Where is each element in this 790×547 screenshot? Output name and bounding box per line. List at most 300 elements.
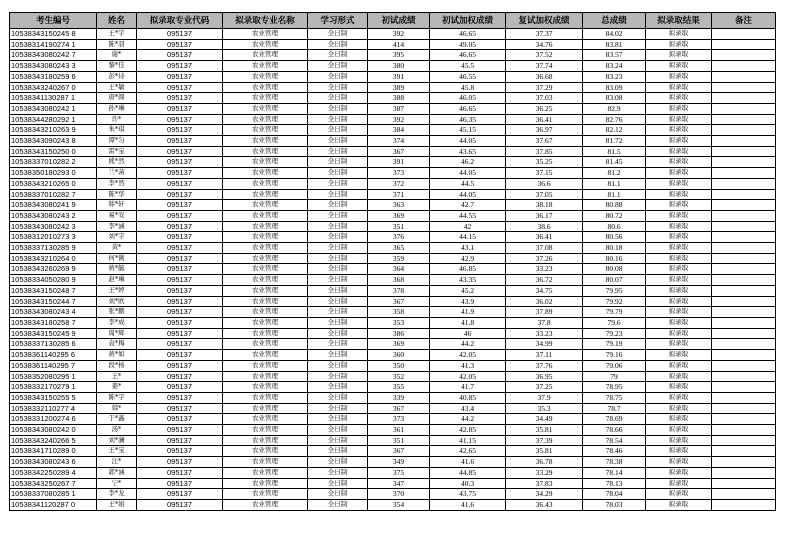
- prelim-score-cell: 373: [368, 168, 430, 179]
- remarks-cell: [712, 50, 776, 61]
- name-cell: 黄*: [97, 243, 137, 254]
- exam-id-cell: 10538343080243 3: [10, 61, 97, 72]
- exam-id-cell: 10538341130287 1: [10, 93, 97, 104]
- retest-weighted-cell: 36.6: [506, 178, 583, 189]
- name-cell: 李*然: [97, 178, 137, 189]
- exam-id-cell: 10538337080285 1: [10, 489, 97, 500]
- prelim-score-cell: 358: [368, 307, 430, 318]
- prelim-score-cell: 339: [368, 392, 430, 403]
- total-score-cell: 80.88: [583, 200, 646, 211]
- total-score-cell: 79: [583, 371, 646, 382]
- major-name-cell: 农业管理: [223, 435, 308, 446]
- result-cell: 拟录取: [646, 435, 712, 446]
- retest-weighted-cell: 36.95: [506, 371, 583, 382]
- name-cell: 李*涵: [97, 221, 137, 232]
- header-prelim-score: 初试成绩: [368, 13, 430, 29]
- major-name-cell: 农业管理: [223, 125, 308, 136]
- name-cell: 许*: [97, 114, 137, 125]
- retest-weighted-cell: 36.41: [506, 232, 583, 243]
- study-form-cell: 全日制: [308, 136, 368, 147]
- name-cell: 袁*梅: [97, 339, 137, 350]
- retest-weighted-cell: 37.67: [506, 136, 583, 147]
- result-cell: 拟录取: [646, 414, 712, 425]
- result-cell: 拟录取: [646, 253, 712, 264]
- table-row: [10, 467, 776, 478]
- exam-id-cell: 10538343080241 9: [10, 200, 97, 211]
- name-cell: 熊*然: [97, 157, 137, 168]
- remarks-cell: [712, 339, 776, 350]
- total-score-cell: 80.72: [583, 210, 646, 221]
- table-row: [10, 114, 776, 125]
- name-cell: 黎*佳: [97, 61, 137, 72]
- remarks-cell: [712, 125, 776, 136]
- name-cell: 彭*诗: [97, 71, 137, 82]
- total-score-cell: 79.19: [583, 339, 646, 350]
- exam-id-cell: 10538343150248 7: [10, 285, 97, 296]
- major-name-cell: 农业管理: [223, 253, 308, 264]
- prelim-weighted-cell: 46.55: [430, 71, 506, 82]
- total-score-cell: 80.08: [583, 264, 646, 275]
- prelim-score-cell: 378: [368, 285, 430, 296]
- exam-id-cell: 10538343150245 8: [10, 29, 97, 40]
- major-code-cell: 095137: [137, 350, 223, 361]
- major-name-cell: 农业管理: [223, 307, 308, 318]
- major-name-cell: 农业管理: [223, 71, 308, 82]
- study-form-cell: 全日制: [308, 39, 368, 50]
- exam-id-cell: 10538352080295 1: [10, 371, 97, 382]
- retest-weighted-cell: 37.05: [506, 189, 583, 200]
- retest-weighted-cell: 37.52: [506, 50, 583, 61]
- retest-weighted-cell: 33.29: [506, 467, 583, 478]
- remarks-cell: [712, 360, 776, 371]
- study-form-cell: 全日制: [308, 82, 368, 93]
- major-code-cell: 095137: [137, 264, 223, 275]
- result-cell: 拟录取: [646, 146, 712, 157]
- major-name-cell: 农业管理: [223, 210, 308, 221]
- prelim-score-cell: 414: [368, 39, 430, 50]
- prelim-score-cell: 391: [368, 157, 430, 168]
- table-row: [10, 232, 776, 243]
- total-score-cell: 79.23: [583, 328, 646, 339]
- study-form-cell: 全日制: [308, 285, 368, 296]
- exam-id-cell: 10538314190274 1: [10, 39, 97, 50]
- remarks-cell: [712, 285, 776, 296]
- retest-weighted-cell: 36.97: [506, 125, 583, 136]
- prelim-score-cell: 380: [368, 61, 430, 72]
- result-cell: 拟录取: [646, 189, 712, 200]
- header-major-name: 拟录取专业名称: [223, 13, 308, 29]
- major-code-cell: 095137: [137, 499, 223, 510]
- remarks-cell: [712, 307, 776, 318]
- retest-weighted-cell: 37.26: [506, 253, 583, 264]
- study-form-cell: 全日制: [308, 317, 368, 328]
- total-score-cell: 81.1: [583, 178, 646, 189]
- remarks-cell: [712, 243, 776, 254]
- major-name-cell: 农业管理: [223, 371, 308, 382]
- study-form-cell: 全日制: [308, 435, 368, 446]
- name-cell: 周*辉: [97, 328, 137, 339]
- table-row: [10, 243, 776, 254]
- study-form-cell: 全日制: [308, 478, 368, 489]
- header-major-code: 拟录取专业代码: [137, 13, 223, 29]
- major-name-cell: 农业管理: [223, 296, 308, 307]
- major-code-cell: 095137: [137, 200, 223, 211]
- remarks-cell: [712, 168, 776, 179]
- name-cell: 蒋*毓: [97, 264, 137, 275]
- exam-id-cell: 10538343080243 4: [10, 307, 97, 318]
- result-cell: 拟录取: [646, 29, 712, 40]
- result-cell: 拟录取: [646, 446, 712, 457]
- total-score-cell: 78.14: [583, 467, 646, 478]
- total-score-cell: 79.79: [583, 307, 646, 318]
- total-score-cell: 83.81: [583, 39, 646, 50]
- prelim-weighted-cell: 45.15: [430, 125, 506, 136]
- prelim-score-cell: 375: [368, 467, 430, 478]
- total-score-cell: 82.9: [583, 103, 646, 114]
- name-cell: 王*: [97, 371, 137, 382]
- major-code-cell: 095137: [137, 489, 223, 500]
- result-cell: 拟录取: [646, 499, 712, 510]
- major-name-cell: 农业管理: [223, 232, 308, 243]
- major-name-cell: 农业管理: [223, 146, 308, 157]
- prelim-weighted-cell: 43.4: [430, 403, 506, 414]
- table-row: [10, 296, 776, 307]
- prelim-weighted-cell: 46.65: [430, 29, 506, 40]
- total-score-cell: 82.76: [583, 114, 646, 125]
- major-code-cell: 095137: [137, 82, 223, 93]
- prelim-score-cell: 363: [368, 200, 430, 211]
- admission-list: [9, 12, 776, 511]
- prelim-score-cell: 355: [368, 382, 430, 393]
- prelim-score-cell: 351: [368, 221, 430, 232]
- retest-weighted-cell: 38.6: [506, 221, 583, 232]
- prelim-weighted-cell: 46: [430, 328, 506, 339]
- study-form-cell: 全日制: [308, 114, 368, 125]
- table-row: [10, 489, 776, 500]
- name-cell: 宁*: [97, 478, 137, 489]
- study-form-cell: 全日制: [308, 296, 368, 307]
- retest-weighted-cell: 36.72: [506, 275, 583, 286]
- prelim-score-cell: 367: [368, 296, 430, 307]
- study-form-cell: 全日制: [308, 489, 368, 500]
- prelim-score-cell: 376: [368, 232, 430, 243]
- major-name-cell: 农业管理: [223, 178, 308, 189]
- exam-id-cell: 10538344280292 1: [10, 114, 97, 125]
- name-cell: 易*安: [97, 210, 137, 221]
- remarks-cell: [712, 435, 776, 446]
- remarks-cell: [712, 114, 776, 125]
- major-code-cell: 095137: [137, 93, 223, 104]
- retest-weighted-cell: 33.23: [506, 264, 583, 275]
- remarks-cell: [712, 478, 776, 489]
- table-row: [10, 478, 776, 489]
- prelim-weighted-cell: 42: [430, 221, 506, 232]
- exam-id-cell: 10538332170279 1: [10, 382, 97, 393]
- study-form-cell: 全日制: [308, 189, 368, 200]
- result-cell: 拟录取: [646, 82, 712, 93]
- name-cell: 王*宇: [97, 29, 137, 40]
- retest-weighted-cell: 37.39: [506, 435, 583, 446]
- major-code-cell: 095137: [137, 146, 223, 157]
- total-score-cell: 78.95: [583, 382, 646, 393]
- study-form-cell: 全日制: [308, 328, 368, 339]
- exam-id-cell: 10538343080243 6: [10, 457, 97, 468]
- prelim-score-cell: 369: [368, 339, 430, 350]
- table-row: [10, 339, 776, 350]
- remarks-cell: [712, 136, 776, 147]
- total-score-cell: 83.09: [583, 82, 646, 93]
- prelim-score-cell: 364: [368, 264, 430, 275]
- exam-id-cell: 10538343210264 0: [10, 253, 97, 264]
- remarks-cell: [712, 71, 776, 82]
- prelim-score-cell: 384: [368, 125, 430, 136]
- exam-id-cell: 10538343090243 8: [10, 136, 97, 147]
- prelim-weighted-cell: 46.85: [430, 264, 506, 275]
- prelim-score-cell: 369: [368, 210, 430, 221]
- prelim-weighted-cell: 43.35: [430, 275, 506, 286]
- prelim-score-cell: 373: [368, 414, 430, 425]
- exam-id-cell: 10538343150250 0: [10, 146, 97, 157]
- prelim-weighted-cell: 46.05: [430, 93, 506, 104]
- major-name-cell: 农业管理: [223, 103, 308, 114]
- retest-weighted-cell: 36.41: [506, 114, 583, 125]
- result-cell: 拟录取: [646, 125, 712, 136]
- study-form-cell: 全日制: [308, 103, 368, 114]
- major-name-cell: 农业管理: [223, 61, 308, 72]
- study-form-cell: 全日制: [308, 93, 368, 104]
- result-cell: 拟录取: [646, 457, 712, 468]
- study-form-cell: 全日制: [308, 307, 368, 318]
- retest-weighted-cell: 36.68: [506, 71, 583, 82]
- major-code-cell: 095137: [137, 425, 223, 436]
- total-score-cell: 78.38: [583, 457, 646, 468]
- major-code-cell: 095137: [137, 50, 223, 61]
- major-code-cell: 095137: [137, 457, 223, 468]
- admission-table: [9, 12, 776, 511]
- exam-id-cell: 10538332110277 4: [10, 403, 97, 414]
- table-row: [10, 168, 776, 179]
- prelim-score-cell: 387: [368, 103, 430, 114]
- name-cell: 何*俐: [97, 253, 137, 264]
- exam-id-cell: 10538337130285 9: [10, 243, 97, 254]
- remarks-cell: [712, 457, 776, 468]
- remarks-cell: [712, 499, 776, 510]
- major-code-cell: 095137: [137, 125, 223, 136]
- total-score-cell: 83.57: [583, 50, 646, 61]
- exam-id-cell: 10538343210265 0: [10, 178, 97, 189]
- major-name-cell: 农业管理: [223, 499, 308, 510]
- remarks-cell: [712, 371, 776, 382]
- major-name-cell: 农业管理: [223, 317, 308, 328]
- exam-id-cell: 10538343080242 0: [10, 425, 97, 436]
- total-score-cell: 80.16: [583, 253, 646, 264]
- exam-id-cell: 10538342250289 4: [10, 467, 97, 478]
- name-cell: 谢*: [97, 50, 137, 61]
- major-name-cell: 农业管理: [223, 467, 308, 478]
- retest-weighted-cell: 35.81: [506, 446, 583, 457]
- study-form-cell: 全日制: [308, 382, 368, 393]
- retest-weighted-cell: 36.17: [506, 210, 583, 221]
- major-name-cell: 农业管理: [223, 39, 308, 50]
- table-body: [10, 29, 776, 511]
- major-name-cell: 农业管理: [223, 50, 308, 61]
- result-cell: 拟录取: [646, 71, 712, 82]
- name-cell: 段*杨: [97, 360, 137, 371]
- name-cell: 郭*涵: [97, 467, 137, 478]
- major-code-cell: 095137: [137, 232, 223, 243]
- remarks-cell: [712, 103, 776, 114]
- major-code-cell: 095137: [137, 360, 223, 371]
- prelim-weighted-cell: 42.9: [430, 253, 506, 264]
- remarks-cell: [712, 39, 776, 50]
- major-name-cell: 农业管理: [223, 200, 308, 211]
- prelim-weighted-cell: 43.1: [430, 243, 506, 254]
- result-cell: 拟录取: [646, 61, 712, 72]
- prelim-weighted-cell: 42.7: [430, 200, 506, 211]
- table-row: [10, 82, 776, 93]
- major-name-cell: 农业管理: [223, 221, 308, 232]
- prelim-weighted-cell: 43.9: [430, 296, 506, 307]
- exam-id-cell: 10538312010273 3: [10, 232, 97, 243]
- total-score-cell: 79.92: [583, 296, 646, 307]
- prelim-score-cell: 361: [368, 425, 430, 436]
- total-score-cell: 84.02: [583, 29, 646, 40]
- remarks-cell: [712, 82, 776, 93]
- prelim-weighted-cell: 43.75: [430, 489, 506, 500]
- study-form-cell: 全日制: [308, 232, 368, 243]
- result-cell: 拟录取: [646, 478, 712, 489]
- study-form-cell: 全日制: [308, 360, 368, 371]
- table-row: [10, 61, 776, 72]
- result-cell: 拟录取: [646, 114, 712, 125]
- study-form-cell: 全日制: [308, 71, 368, 82]
- prelim-weighted-cell: 42.65: [430, 446, 506, 457]
- prelim-weighted-cell: 44.85: [430, 467, 506, 478]
- total-score-cell: 78.03: [583, 499, 646, 510]
- major-code-cell: 095137: [137, 243, 223, 254]
- major-name-cell: 农业管理: [223, 285, 308, 296]
- name-cell: 陈*华: [97, 189, 137, 200]
- prelim-weighted-cell: 45.8: [430, 82, 506, 93]
- major-code-cell: 095137: [137, 382, 223, 393]
- name-cell: 汤*: [97, 425, 137, 436]
- retest-weighted-cell: 37.03: [506, 93, 583, 104]
- major-name-cell: 农业管理: [223, 382, 308, 393]
- remarks-cell: [712, 157, 776, 168]
- total-score-cell: 78.46: [583, 446, 646, 457]
- table-row: [10, 200, 776, 211]
- result-cell: 拟录取: [646, 328, 712, 339]
- prelim-score-cell: 367: [368, 403, 430, 414]
- study-form-cell: 全日制: [308, 157, 368, 168]
- major-code-cell: 095137: [137, 392, 223, 403]
- retest-weighted-cell: 37.83: [506, 478, 583, 489]
- name-cell: 于*鑫: [97, 414, 137, 425]
- study-form-cell: 全日制: [308, 392, 368, 403]
- prelim-weighted-cell: 49.05: [430, 39, 506, 50]
- major-name-cell: 农业管理: [223, 403, 308, 414]
- remarks-cell: [712, 210, 776, 221]
- prelim-score-cell: 372: [368, 178, 430, 189]
- major-code-cell: 095137: [137, 275, 223, 286]
- retest-weighted-cell: 35.3: [506, 403, 583, 414]
- name-cell: 王*宝: [97, 446, 137, 457]
- remarks-cell: [712, 253, 776, 264]
- result-cell: 拟录取: [646, 50, 712, 61]
- table-row: [10, 285, 776, 296]
- prelim-score-cell: 367: [368, 446, 430, 457]
- remarks-cell: [712, 403, 776, 414]
- name-cell: 王*娟: [97, 499, 137, 510]
- table-row: [10, 39, 776, 50]
- result-cell: 拟录取: [646, 307, 712, 318]
- study-form-cell: 全日制: [308, 457, 368, 468]
- name-cell: 刘*欧: [97, 296, 137, 307]
- total-score-cell: 83.24: [583, 61, 646, 72]
- table-row: [10, 457, 776, 468]
- total-score-cell: 78.75: [583, 392, 646, 403]
- exam-id-cell: 10538343250267 7: [10, 478, 97, 489]
- table-row: [10, 350, 776, 361]
- prelim-score-cell: 371: [368, 189, 430, 200]
- result-cell: 拟录取: [646, 243, 712, 254]
- study-form-cell: 全日制: [308, 275, 368, 286]
- prelim-weighted-cell: 45.5: [430, 61, 506, 72]
- study-form-cell: 全日制: [308, 414, 368, 425]
- total-score-cell: 83.08: [583, 93, 646, 104]
- major-name-cell: 农业管理: [223, 414, 308, 425]
- remarks-cell: [712, 178, 776, 189]
- remarks-cell: [712, 328, 776, 339]
- remarks-cell: [712, 232, 776, 243]
- major-code-cell: 095137: [137, 178, 223, 189]
- prelim-score-cell: 365: [368, 243, 430, 254]
- major-code-cell: 095137: [137, 414, 223, 425]
- table-row: [10, 382, 776, 393]
- result-cell: 拟录取: [646, 489, 712, 500]
- total-score-cell: 82.12: [583, 125, 646, 136]
- study-form-cell: 全日制: [308, 168, 368, 179]
- prelim-weighted-cell: 41.8: [430, 317, 506, 328]
- result-cell: 拟录取: [646, 210, 712, 221]
- major-name-cell: 农业管理: [223, 328, 308, 339]
- exam-id-cell: 10538343180258 7: [10, 317, 97, 328]
- prelim-score-cell: 349: [368, 457, 430, 468]
- name-cell: 朱*琪: [97, 125, 137, 136]
- prelim-score-cell: 374: [368, 136, 430, 147]
- exam-id-cell: 10538337010282 7: [10, 189, 97, 200]
- major-code-cell: 095137: [137, 285, 223, 296]
- header-row: [10, 13, 776, 29]
- name-cell: 陈*宇: [97, 392, 137, 403]
- exam-id-cell: 10538343080242 1: [10, 103, 97, 114]
- table-row: [10, 328, 776, 339]
- name-cell: 姜*: [97, 382, 137, 393]
- major-code-cell: 095137: [137, 39, 223, 50]
- exam-id-cell: 10538343150244 7: [10, 296, 97, 307]
- retest-weighted-cell: 37.9: [506, 392, 583, 403]
- name-cell: 谭*匀: [97, 136, 137, 147]
- remarks-cell: [712, 317, 776, 328]
- major-name-cell: 农业管理: [223, 339, 308, 350]
- exam-id-cell: 10538334050280 9: [10, 275, 97, 286]
- header-exam-id: 考生编号: [10, 13, 97, 29]
- prelim-weighted-cell: 44.2: [430, 414, 506, 425]
- major-code-cell: 095137: [137, 307, 223, 318]
- major-name-cell: 农业管理: [223, 350, 308, 361]
- prelim-weighted-cell: 44.05: [430, 189, 506, 200]
- exam-id-cell: 10538343260269 9: [10, 264, 97, 275]
